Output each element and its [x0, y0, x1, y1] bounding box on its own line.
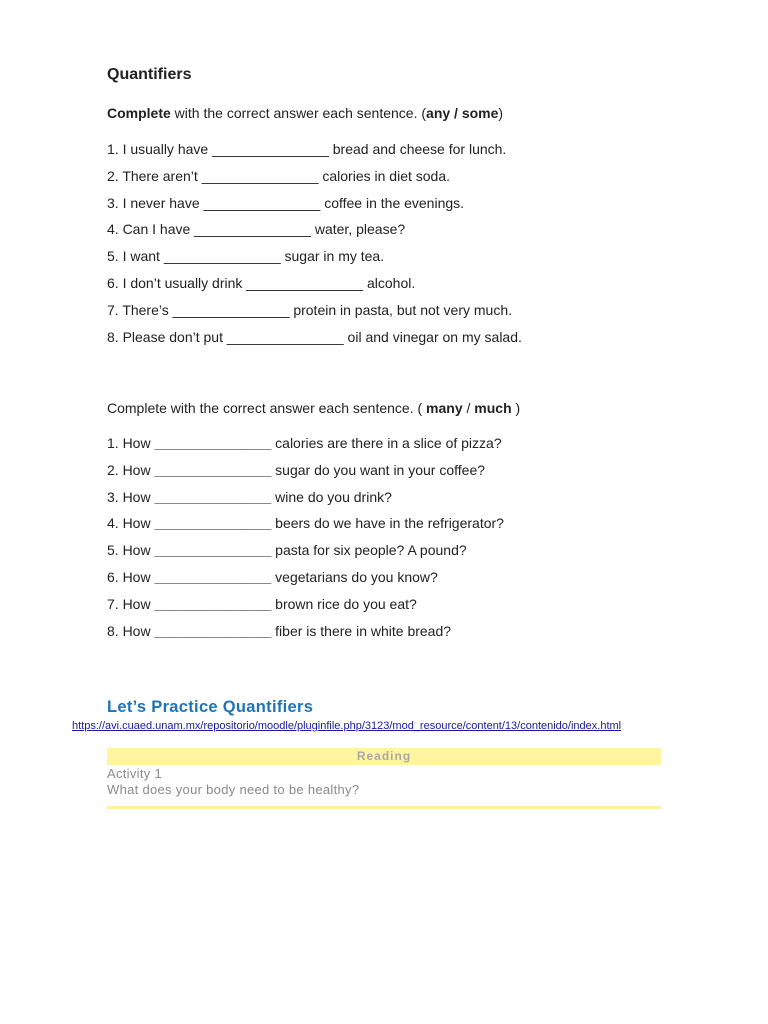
- list-item: 7. There’s _______________ protein in pasta, but not very much.: [107, 301, 513, 318]
- activity-block: [107, 766, 359, 798]
- answer-blank: _______________: [154, 515, 272, 532]
- answer-blank: _______________: [201, 167, 319, 184]
- list-item: 7. How _______________ brown rice do you eat?: [107, 595, 417, 612]
- section1-list: [107, 140, 522, 354]
- page-title: Quantifiers: [107, 66, 192, 83]
- answer-blank: _______________: [154, 461, 272, 478]
- list-item: 4. How _______________ beers do we have in the refrigerator?: [107, 515, 504, 532]
- answer-blank: _______________: [154, 488, 272, 505]
- answer-blank: _______________: [154, 542, 272, 559]
- instr-option-many: many: [426, 400, 463, 416]
- list-item: 8. How _______________ fiber is there in white bread?: [107, 622, 452, 639]
- section2-list: [107, 434, 504, 648]
- instr-bold: Complete: [107, 105, 171, 121]
- instr-close: ): [498, 105, 504, 121]
- list-item: 1. How _______________ calories are there in a slice of pizza?: [107, 435, 502, 451]
- answer-blank: _______________: [246, 274, 364, 291]
- answer-blank: _______________: [154, 622, 272, 639]
- instr-options: any / some: [426, 105, 499, 121]
- answer-blank: _______________: [203, 194, 321, 211]
- practice-link[interactable]: https://avi.cuaed.unam.mx/repositorio/moodle/pluginfile.php/3123/mod_resource/content/13/contenido/index.html: [72, 720, 622, 732]
- answer-blank: _______________: [172, 301, 290, 318]
- answer-blank: _______________: [154, 595, 272, 612]
- divider: [107, 806, 661, 809]
- list-item: 5. How _______________ pasta for six people? A pound?: [107, 542, 467, 559]
- list-item: 8. Please don’t put _______________ oil and vinegar on my salad.: [107, 328, 522, 345]
- instr-text: Complete with the correct answer each sentence. (: [107, 400, 427, 416]
- answer-blank: _______________: [163, 248, 281, 265]
- list-item: 3. How _______________ wine do you drink?: [107, 488, 392, 505]
- list-item: 2. There aren’t _______________ calories in diet soda.: [107, 167, 451, 184]
- answer-blank: _______________: [212, 141, 329, 157]
- instr-close: ): [511, 400, 521, 416]
- list-item: 3. I never have _______________ coffee in the evenings.: [107, 194, 465, 211]
- instr-option-much: much: [474, 400, 512, 416]
- practice-heading: Let’s Practice Quantifiers: [107, 698, 314, 716]
- list-item: 6. How _______________ vegetarians do you know?: [107, 568, 438, 585]
- section1-instructions: [107, 104, 503, 122]
- list-item: 1. I usually have _______________ bread and cheese for lunch.: [107, 141, 507, 157]
- list-item: 5. I want _______________ sugar in my tea.: [107, 248, 385, 265]
- instr-sep: /: [462, 400, 475, 416]
- list-item: 2. How _______________ sugar do you want in your coffee?: [107, 461, 486, 478]
- instr-text: with the correct answer each sentence. (: [170, 105, 427, 121]
- answer-blank: _______________: [226, 328, 344, 345]
- activity-question: What does your body need to be healthy?: [107, 782, 360, 797]
- section2-instructions: [107, 399, 520, 417]
- list-item: 6. I don’t usually drink _______________ alcohol.: [107, 274, 416, 291]
- reading-header: Reading: [107, 748, 661, 765]
- list-item: 4. Can I have _______________ water, please?: [107, 221, 406, 238]
- answer-blank: _______________: [154, 568, 272, 585]
- activity-title: Activity 1: [107, 766, 163, 781]
- answer-blank: _______________: [154, 435, 272, 451]
- answer-blank: _______________: [194, 221, 311, 238]
